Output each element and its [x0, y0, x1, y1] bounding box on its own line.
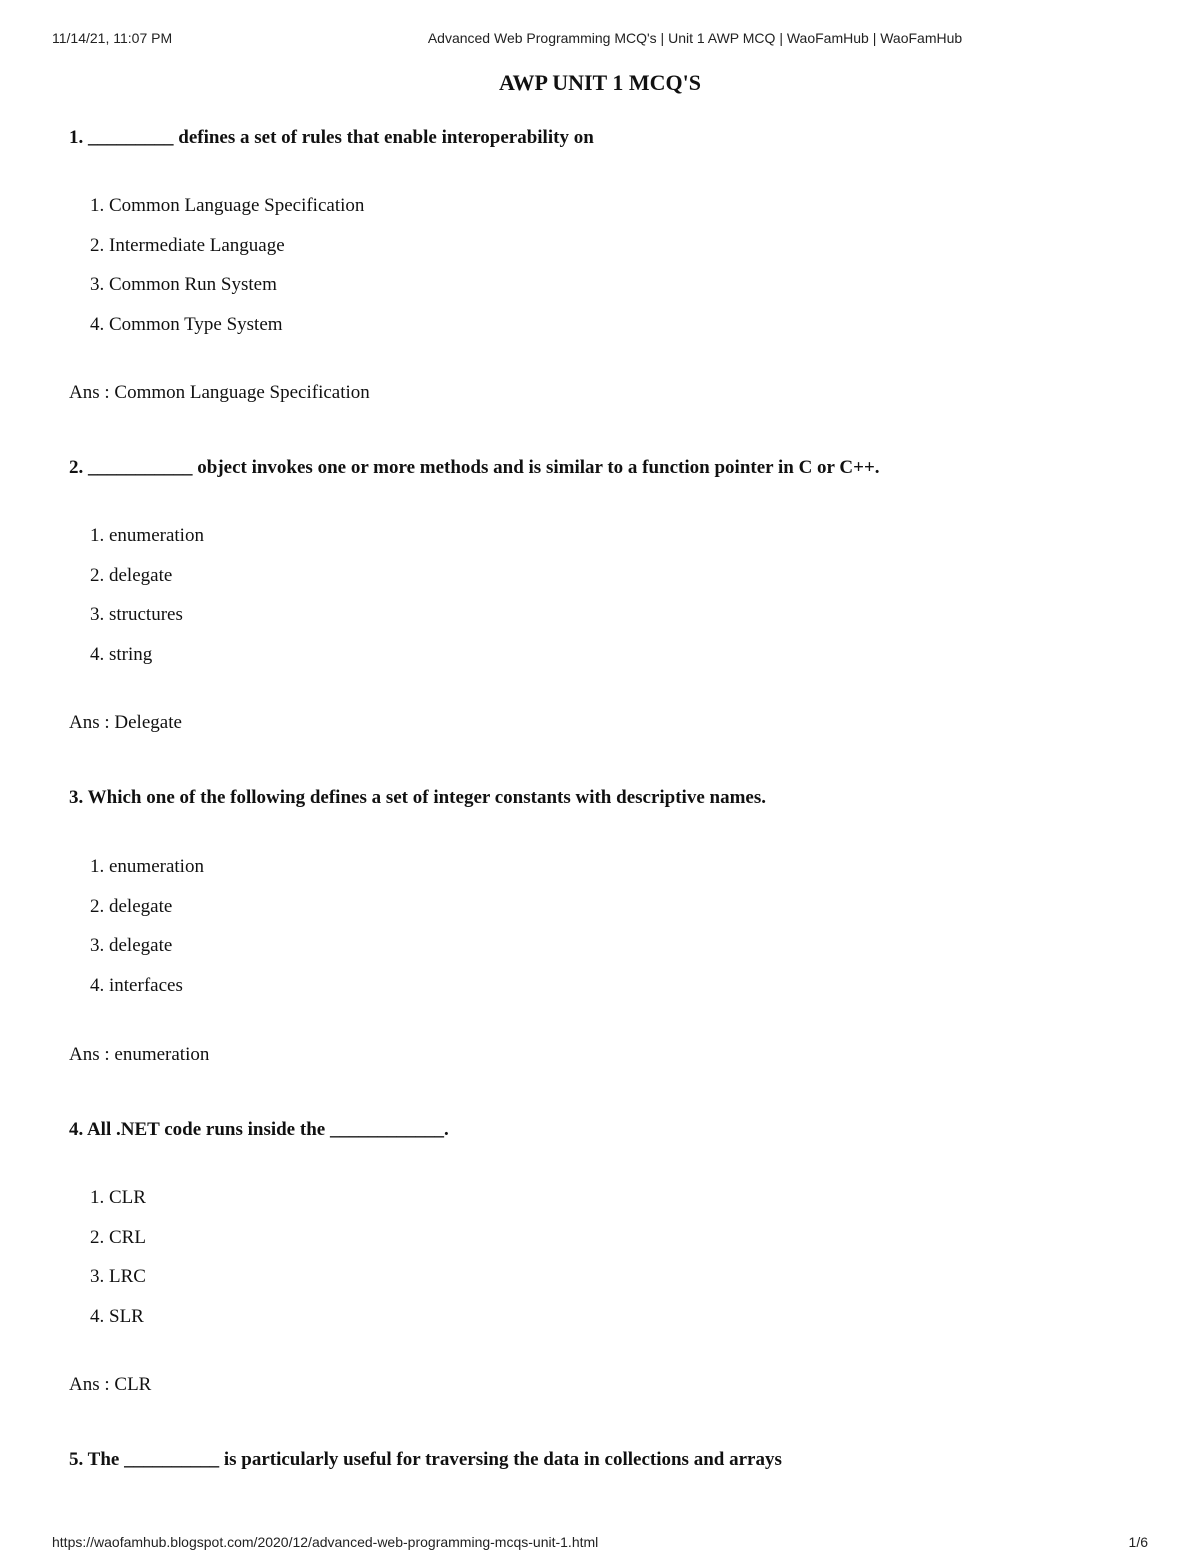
- question-4: [69, 1118, 1149, 1395]
- answer: Ans : Delegate: [69, 712, 182, 733]
- question-text: 1. _________ defines a set of rules that enable interoperability on: [69, 127, 594, 148]
- option: 1. Common Language Specification: [90, 195, 365, 216]
- question-2: [69, 456, 1149, 733]
- answer: Ans : Common Language Specification: [69, 382, 370, 403]
- question-text: 5. The __________ is particularly useful for traversing the data in collections and arrays: [69, 1449, 782, 1470]
- option: 1. enumeration: [90, 525, 204, 546]
- options-list: [90, 855, 204, 1014]
- option: 4. string: [90, 644, 153, 666]
- option: 4. SLR: [90, 1306, 144, 1328]
- option: 3. Common Run System: [90, 274, 277, 296]
- question-1: [69, 126, 1149, 403]
- option: 2. CRL: [90, 1226, 146, 1248]
- option: 2. delegate: [90, 564, 173, 586]
- option: 2. Intermediate Language: [90, 234, 285, 256]
- option: 4. Common Type System: [90, 314, 283, 336]
- page-url: https://waofamhub.blogspot.com/2020/12/advanced-web-programming-mcqs-unit-1.html: [52, 1534, 599, 1550]
- question-3: [69, 786, 1149, 1065]
- options-list: [90, 1186, 146, 1345]
- print-page-title: Advanced Web Programming MCQ's | Unit 1 AWP MCQ | WaoFamHub | WaoFamHub: [427, 30, 963, 46]
- print-header: [0, 30, 1200, 50]
- question-text: 3. Which one of the following defines a set of integer constants with descriptive names.: [69, 787, 766, 808]
- option: 4. interfaces: [90, 975, 183, 997]
- document-title: AWP UNIT 1 MCQ'S: [499, 70, 701, 95]
- option: 1. CLR: [90, 1187, 146, 1208]
- question-text: 2. ___________ object invokes one or more methods and is similar to a function pointer in C or C++.: [69, 457, 880, 478]
- question-text: 4. All .NET code runs inside the ____________.: [69, 1119, 449, 1140]
- option: 3. delegate: [90, 935, 173, 957]
- options-list: [90, 524, 204, 683]
- option: 2. delegate: [90, 895, 173, 917]
- page-number: 1/6: [1128, 1534, 1148, 1550]
- question-5: [69, 1448, 1149, 1472]
- option: 3. structures: [90, 604, 183, 626]
- print-footer: [0, 1534, 1200, 1552]
- option: 3. LRC: [90, 1266, 146, 1288]
- options-list: [90, 194, 364, 353]
- answer: Ans : CLR: [69, 1374, 152, 1395]
- option: 1. enumeration: [90, 856, 204, 877]
- print-datetime: 11/14/21, 11:07 PM: [52, 30, 173, 46]
- answer: Ans : enumeration: [69, 1044, 210, 1065]
